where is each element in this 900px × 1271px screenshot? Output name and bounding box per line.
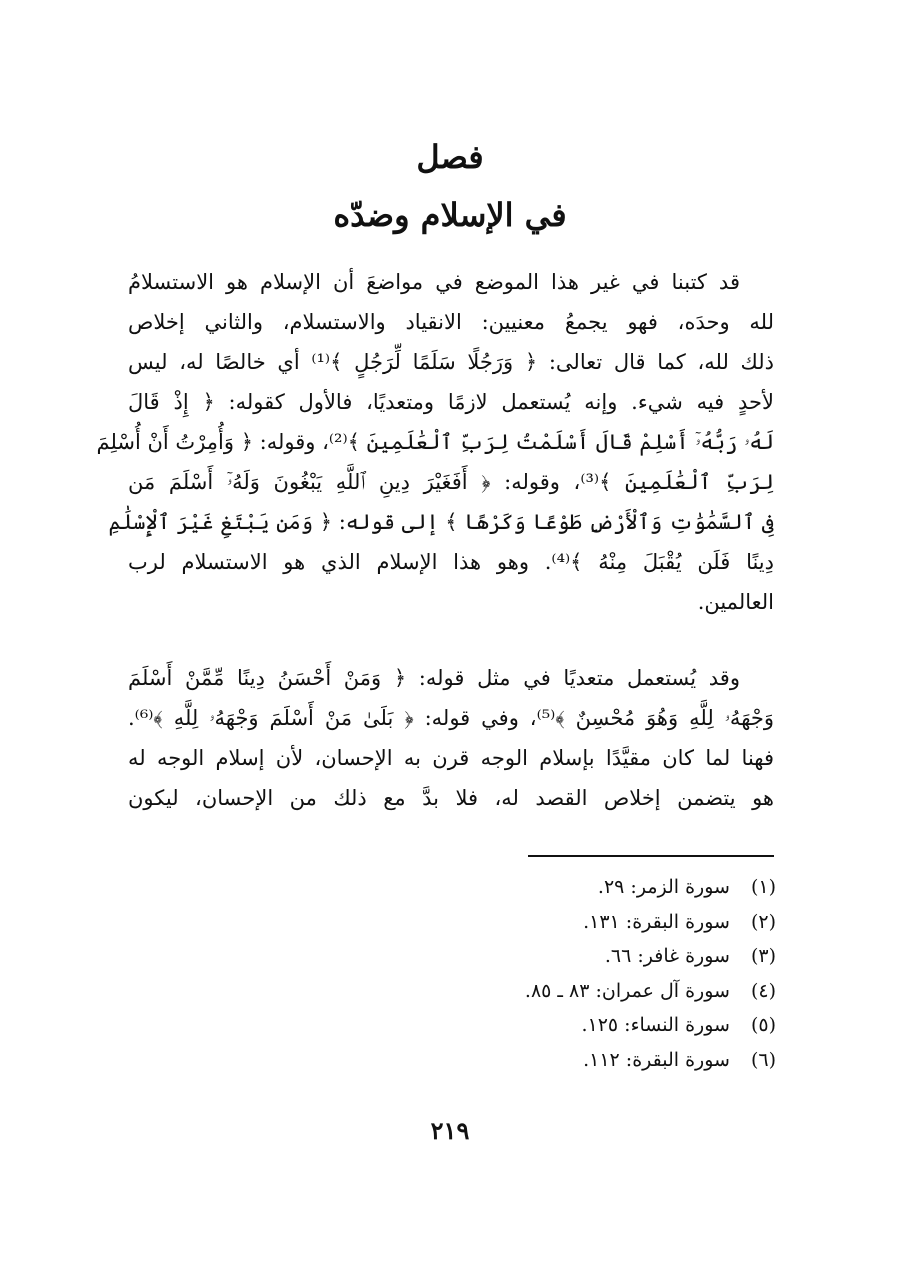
text-line: وقد يُستعمل متعديًا في مثل قوله: ﴿ وَمَنْ أَحْسَنُ دِينًا مِّمَّنْ أَسْلَمَ (128, 666, 740, 690)
footnote (400, 905, 776, 940)
text-line: فهنا لما كان مقيَّدًا بإسلام الوجه قرن به الإحسان، لأن إسلام الوجه له (128, 746, 774, 770)
footnote-number: (١) (750, 876, 776, 898)
text-line: لأحدٍ فيه شيء. وإنه يُستعمل لازمًا ومتعديًا، فالأول كقوله: ﴿ إِذْ قَالَ (128, 390, 774, 414)
chapter-subtitle: في الإسلام وضدّه (333, 196, 567, 234)
text-line: دِينًا فَلَن يُقْبَلَ مِنْهُ ﴾⁽⁴⁾. وهو هذا الإسلام الذي هو الاستسلام لرب (128, 550, 775, 574)
footnote (400, 870, 776, 905)
footnote-number: (٦) (750, 1048, 776, 1071)
footnotes (400, 870, 776, 1077)
footnote-number: (٥) (750, 1014, 776, 1036)
paragraph-2 (128, 658, 774, 818)
footnote-divider (528, 855, 774, 857)
footnote-text: سورة البقرة: ١١٢. (583, 1048, 730, 1071)
footnote (400, 1008, 776, 1043)
footnote-number: (٢) (750, 910, 776, 933)
footnote (400, 974, 776, 1009)
footnote-text: سورة آل عمران: ٨٣ ـ ٨٥. (524, 979, 730, 1002)
footnote (400, 939, 776, 974)
text-line: لَهُۥ رَبُّهُۥٓ أَسْلِمْ قَالَ أَسْلَمْتُ لِرَبِّ ٱلْعَٰلَمِينَ ﴾⁽²⁾، وقوله: ﴿ وَأُمِرْتُ أَنْ أُسْلِمَ (96, 430, 774, 454)
footnote-number: (٣) (750, 945, 776, 967)
text-line: قد كتبنا في غير هذا الموضع في مواضعَ أن الإسلام هو الاستسلامُ (128, 270, 740, 294)
text-line: وَجْهَهُۥ لِلَّهِ وَهُوَ مُحْسِنٌ ﴾⁽⁵⁾، وفي قوله: ﴿ بَلَىٰ مَنْ أَسْلَمَ وَجْهَهُۥ لِلَّهِ ﴾⁽⁶⁾. (128, 706, 774, 730)
footnote-number: (٤) (750, 979, 776, 1002)
footnote-text: سورة غافر: ٦٦. (604, 945, 730, 967)
text-line: ذلك لله، كما قال تعالى: ﴿ وَرَجُلًا سَلَمًا لِّرَجُلٍ ﴾⁽¹⁾ أي خالصًا له، ليس (128, 350, 775, 374)
paragraph-1 (96, 262, 775, 622)
chapter-title: فصل (416, 138, 484, 176)
footnote-text: سورة النساء: ١٢٥. (581, 1014, 730, 1036)
page-number: ٢١٩ (430, 1116, 470, 1145)
text-line: لله وحدَه، فهو يجمعُ معنيين: الانقياد والاستسلام، والثاني إخلاص (128, 310, 774, 334)
text-line: هو يتضمن إخلاص القصد له، فلا بدَّ مع ذلك من الإحسان، ليكون (128, 786, 774, 810)
footnote-text: سورة الزمر: ٢٩. (597, 876, 730, 898)
footnote (400, 1043, 776, 1078)
text-line: فِى ٱلسَّمَٰوَٰتِ وَٱلْأَرْضِ طَوْعًا وَكَرْهًا ﴾ إلى قوله: ﴿ وَمَن يَبْتَغِ غَيْرَ ٱلْإِسْلَٰمِ (108, 510, 774, 534)
text-line: العالمين. (697, 590, 774, 614)
text-line: لِرَبِّ ٱلْعَٰلَمِينَ ﴾⁽³⁾، وقوله: ﴿ أَفَغَيْرَ دِينِ ٱللَّهِ يَبْغُونَ وَلَهُۥٓ أَسْلَمَ مَن (128, 470, 774, 494)
footnote-text: سورة البقرة: ١٣١. (583, 910, 730, 933)
